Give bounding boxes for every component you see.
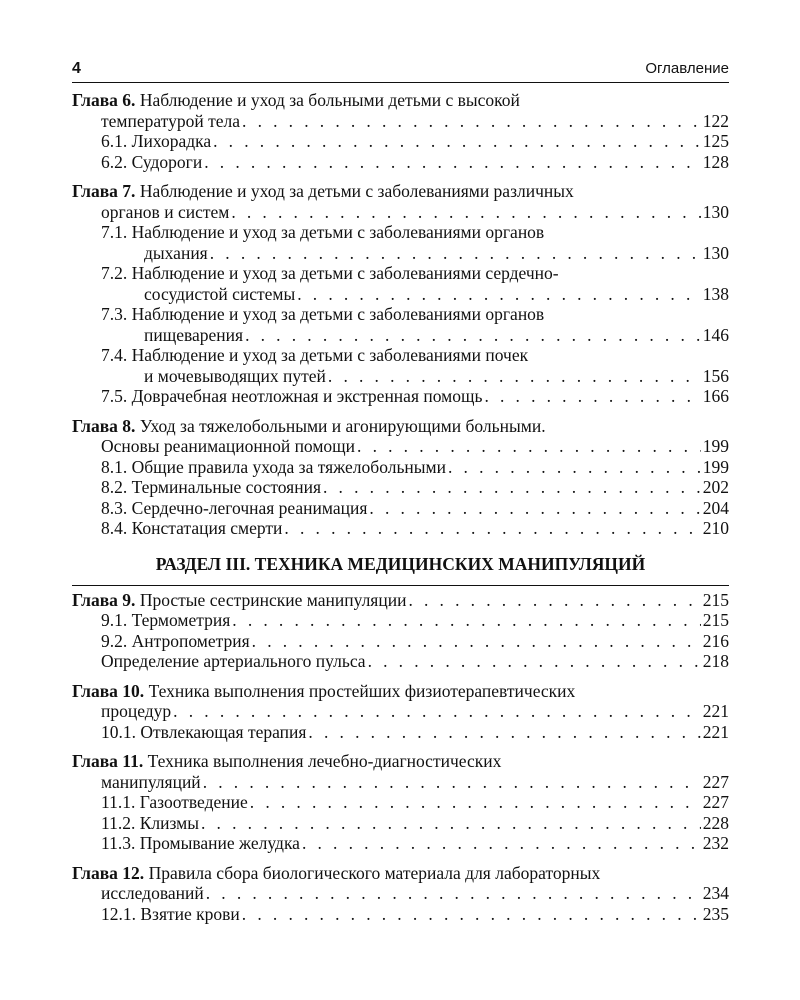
entry-title: 10.1. Отвлекающая терапия xyxy=(101,721,307,742)
entry-title: 8.4. Констатация смерти xyxy=(101,518,283,538)
page-ref: 218 xyxy=(702,651,729,671)
toc-entry xyxy=(72,152,729,173)
page-ref: 202 xyxy=(702,477,729,497)
entry-title: 7.4. Наблюдение и уход за детьми с заболеваниями почек xyxy=(101,345,529,365)
toc-entry xyxy=(72,111,729,132)
chapter-label: Глава 12. xyxy=(72,862,145,883)
chapter-title-continued: манипуляций xyxy=(101,771,201,792)
toc-entry xyxy=(72,883,729,904)
section-rule xyxy=(72,585,729,586)
chapter-label: Глава 7. xyxy=(72,181,136,201)
chapter-title-continued: температурой тела xyxy=(101,110,241,131)
toc-entry xyxy=(72,722,729,743)
entry-title: Определение артериального пульса xyxy=(101,651,366,671)
page-ref: 215 xyxy=(702,610,729,630)
page-ref: 122 xyxy=(702,110,729,131)
toc-chapter-heading xyxy=(72,751,729,772)
page-ref: 156 xyxy=(702,365,729,386)
chapter-title-continued: Основы реанимационной помощи xyxy=(101,436,356,456)
toc-entry xyxy=(72,366,729,387)
section-heading: РАЗДЕЛ III. ТЕХНИКА МЕДИЦИНСКИХ МАНИПУЛЯЦИЙ xyxy=(155,553,646,574)
toc-chapter-heading xyxy=(72,681,729,702)
entry-title: 11.1. Газоотведение xyxy=(101,792,248,812)
toc-chapter-10 xyxy=(72,681,729,743)
running-header xyxy=(72,58,729,82)
header-rule xyxy=(72,82,729,83)
entry-title: 6.1. Лихорадка xyxy=(101,131,212,151)
page-ref: 199 xyxy=(702,456,729,477)
entry-title: 12.1. Взятие крови xyxy=(101,903,240,924)
toc-entry xyxy=(72,813,729,834)
toc-entry-heading xyxy=(72,263,729,284)
chapter-title: Наблюдение и уход за больными детьми с высокой xyxy=(139,90,520,110)
chapter-title-continued: исследований xyxy=(101,883,204,903)
toc-chapter-heading xyxy=(72,863,729,884)
toc-entry-heading xyxy=(72,222,729,243)
entry-title: 9.1. Термометрия xyxy=(101,610,231,630)
entry-title: 7.5. Доврачебная неотложная и экстренная помощь xyxy=(101,386,483,406)
entry-title-continued: пищеварения xyxy=(144,324,244,345)
entry-title: 11.3. Промывание желудка xyxy=(101,833,300,853)
toc-entry xyxy=(72,436,729,457)
toc-chapter-11 xyxy=(72,751,729,854)
page-ref: 199 xyxy=(702,436,729,456)
page-ref: 215 xyxy=(702,589,729,610)
toc-entry xyxy=(72,701,729,722)
toc-entry xyxy=(72,284,729,305)
toc-entry xyxy=(72,631,729,652)
toc-entry xyxy=(72,477,729,498)
page-ref: 227 xyxy=(702,792,729,812)
toc-chapter-6 xyxy=(72,90,729,172)
page-ref: 216 xyxy=(702,630,729,651)
chapter-label: Глава 9. xyxy=(72,589,136,610)
chapter-title: Уход за тяжелобольными и агонирующими больными. xyxy=(139,415,546,436)
page-ref: 204 xyxy=(702,497,729,518)
entry-title: 7.3. Наблюдение и уход за детьми с заболеваниями органов xyxy=(101,304,545,324)
chapter-label: Глава 10. xyxy=(72,680,145,701)
chapter-label: Глава 8. xyxy=(72,415,136,436)
chapter-title: Техника выполнения простейших физиотерапевтических xyxy=(148,680,576,701)
entry-title-continued: и мочевыводящих путей xyxy=(144,365,326,386)
entry-title: 7.1. Наблюдение и уход за детьми с заболеваниями органов xyxy=(101,222,545,242)
chapter-title-continued: процедур xyxy=(101,701,172,721)
page-ref: 146 xyxy=(702,324,729,345)
page-ref: 228 xyxy=(702,812,729,833)
toc-chapter-heading xyxy=(72,416,729,437)
toc-entry xyxy=(72,498,729,519)
toc-chapter-heading xyxy=(72,181,729,202)
page-ref: 232 xyxy=(702,833,729,853)
toc-chapter-9 xyxy=(72,590,729,672)
page-ref: 128 xyxy=(702,151,729,172)
entry-title: 8.3. Сердечно-легочная реанимация xyxy=(101,497,368,518)
page-ref: 210 xyxy=(702,518,729,538)
chapter-label: Глава 11. xyxy=(72,751,144,771)
toc-entry xyxy=(72,792,729,813)
toc-entry xyxy=(72,457,729,478)
page-ref: 166 xyxy=(702,386,729,406)
entry-title: 8.1. Общие правила ухода за тяжелобольными xyxy=(101,456,446,477)
entry-title: 8.2. Терминальные состояния xyxy=(101,477,321,497)
page-ref: 234 xyxy=(702,883,729,903)
toc-entry xyxy=(72,243,729,264)
entry-title: 9.2. Антропометрия xyxy=(101,630,250,651)
toc-entry xyxy=(72,202,729,223)
page-ref: 235 xyxy=(702,903,729,924)
page-ref: 221 xyxy=(702,721,729,742)
toc-entry-heading xyxy=(72,304,729,325)
page-ref: 130 xyxy=(702,242,729,263)
toc-chapter-8 xyxy=(72,416,729,539)
chapter-title: Простые сестринские манипуляции xyxy=(139,589,407,610)
toc-chapter-7 xyxy=(72,181,729,407)
chapter-title: Правила сбора биологического материала для лабораторных xyxy=(148,862,601,883)
toc-chapter-heading xyxy=(72,590,729,611)
toc-entry xyxy=(72,386,729,407)
page-ref: 130 xyxy=(702,201,729,222)
toc-chapter-12 xyxy=(72,863,729,925)
running-header-title: Оглавление xyxy=(645,60,729,77)
toc-entry xyxy=(72,610,729,631)
entry-title-continued: сосудистой системы xyxy=(144,283,296,304)
chapter-title: Наблюдение и уход за детьми с заболеваниями различных xyxy=(139,181,574,201)
entry-title-continued: дыхания xyxy=(144,242,208,263)
chapter-title-continued: органов и систем xyxy=(101,201,230,222)
entry-title: 6.2. Судороги xyxy=(101,151,203,172)
toc-entry xyxy=(72,904,729,925)
toc-entry xyxy=(72,833,729,854)
toc-chapter-heading xyxy=(72,90,729,111)
entry-title: 11.2. Клизмы xyxy=(101,812,199,833)
toc-entry xyxy=(72,325,729,346)
table-of-contents xyxy=(72,90,729,933)
toc-entry xyxy=(72,518,729,539)
toc-entry xyxy=(72,651,729,672)
toc-entry xyxy=(72,772,729,793)
page-ref: 227 xyxy=(702,771,729,792)
page-ref: 138 xyxy=(702,283,729,304)
page-ref: 221 xyxy=(702,701,729,721)
page-ref: 125 xyxy=(702,131,729,151)
chapter-label: Глава 6. xyxy=(72,90,136,110)
entry-title: 7.2. Наблюдение и уход за детьми с заболеваниями сердечно- xyxy=(101,263,559,283)
chapter-title: Техника выполнения лечебно-диагностических xyxy=(147,751,502,771)
toc-entry xyxy=(72,131,729,152)
toc-entry-heading xyxy=(72,345,729,366)
page-number: 4 xyxy=(72,60,81,77)
